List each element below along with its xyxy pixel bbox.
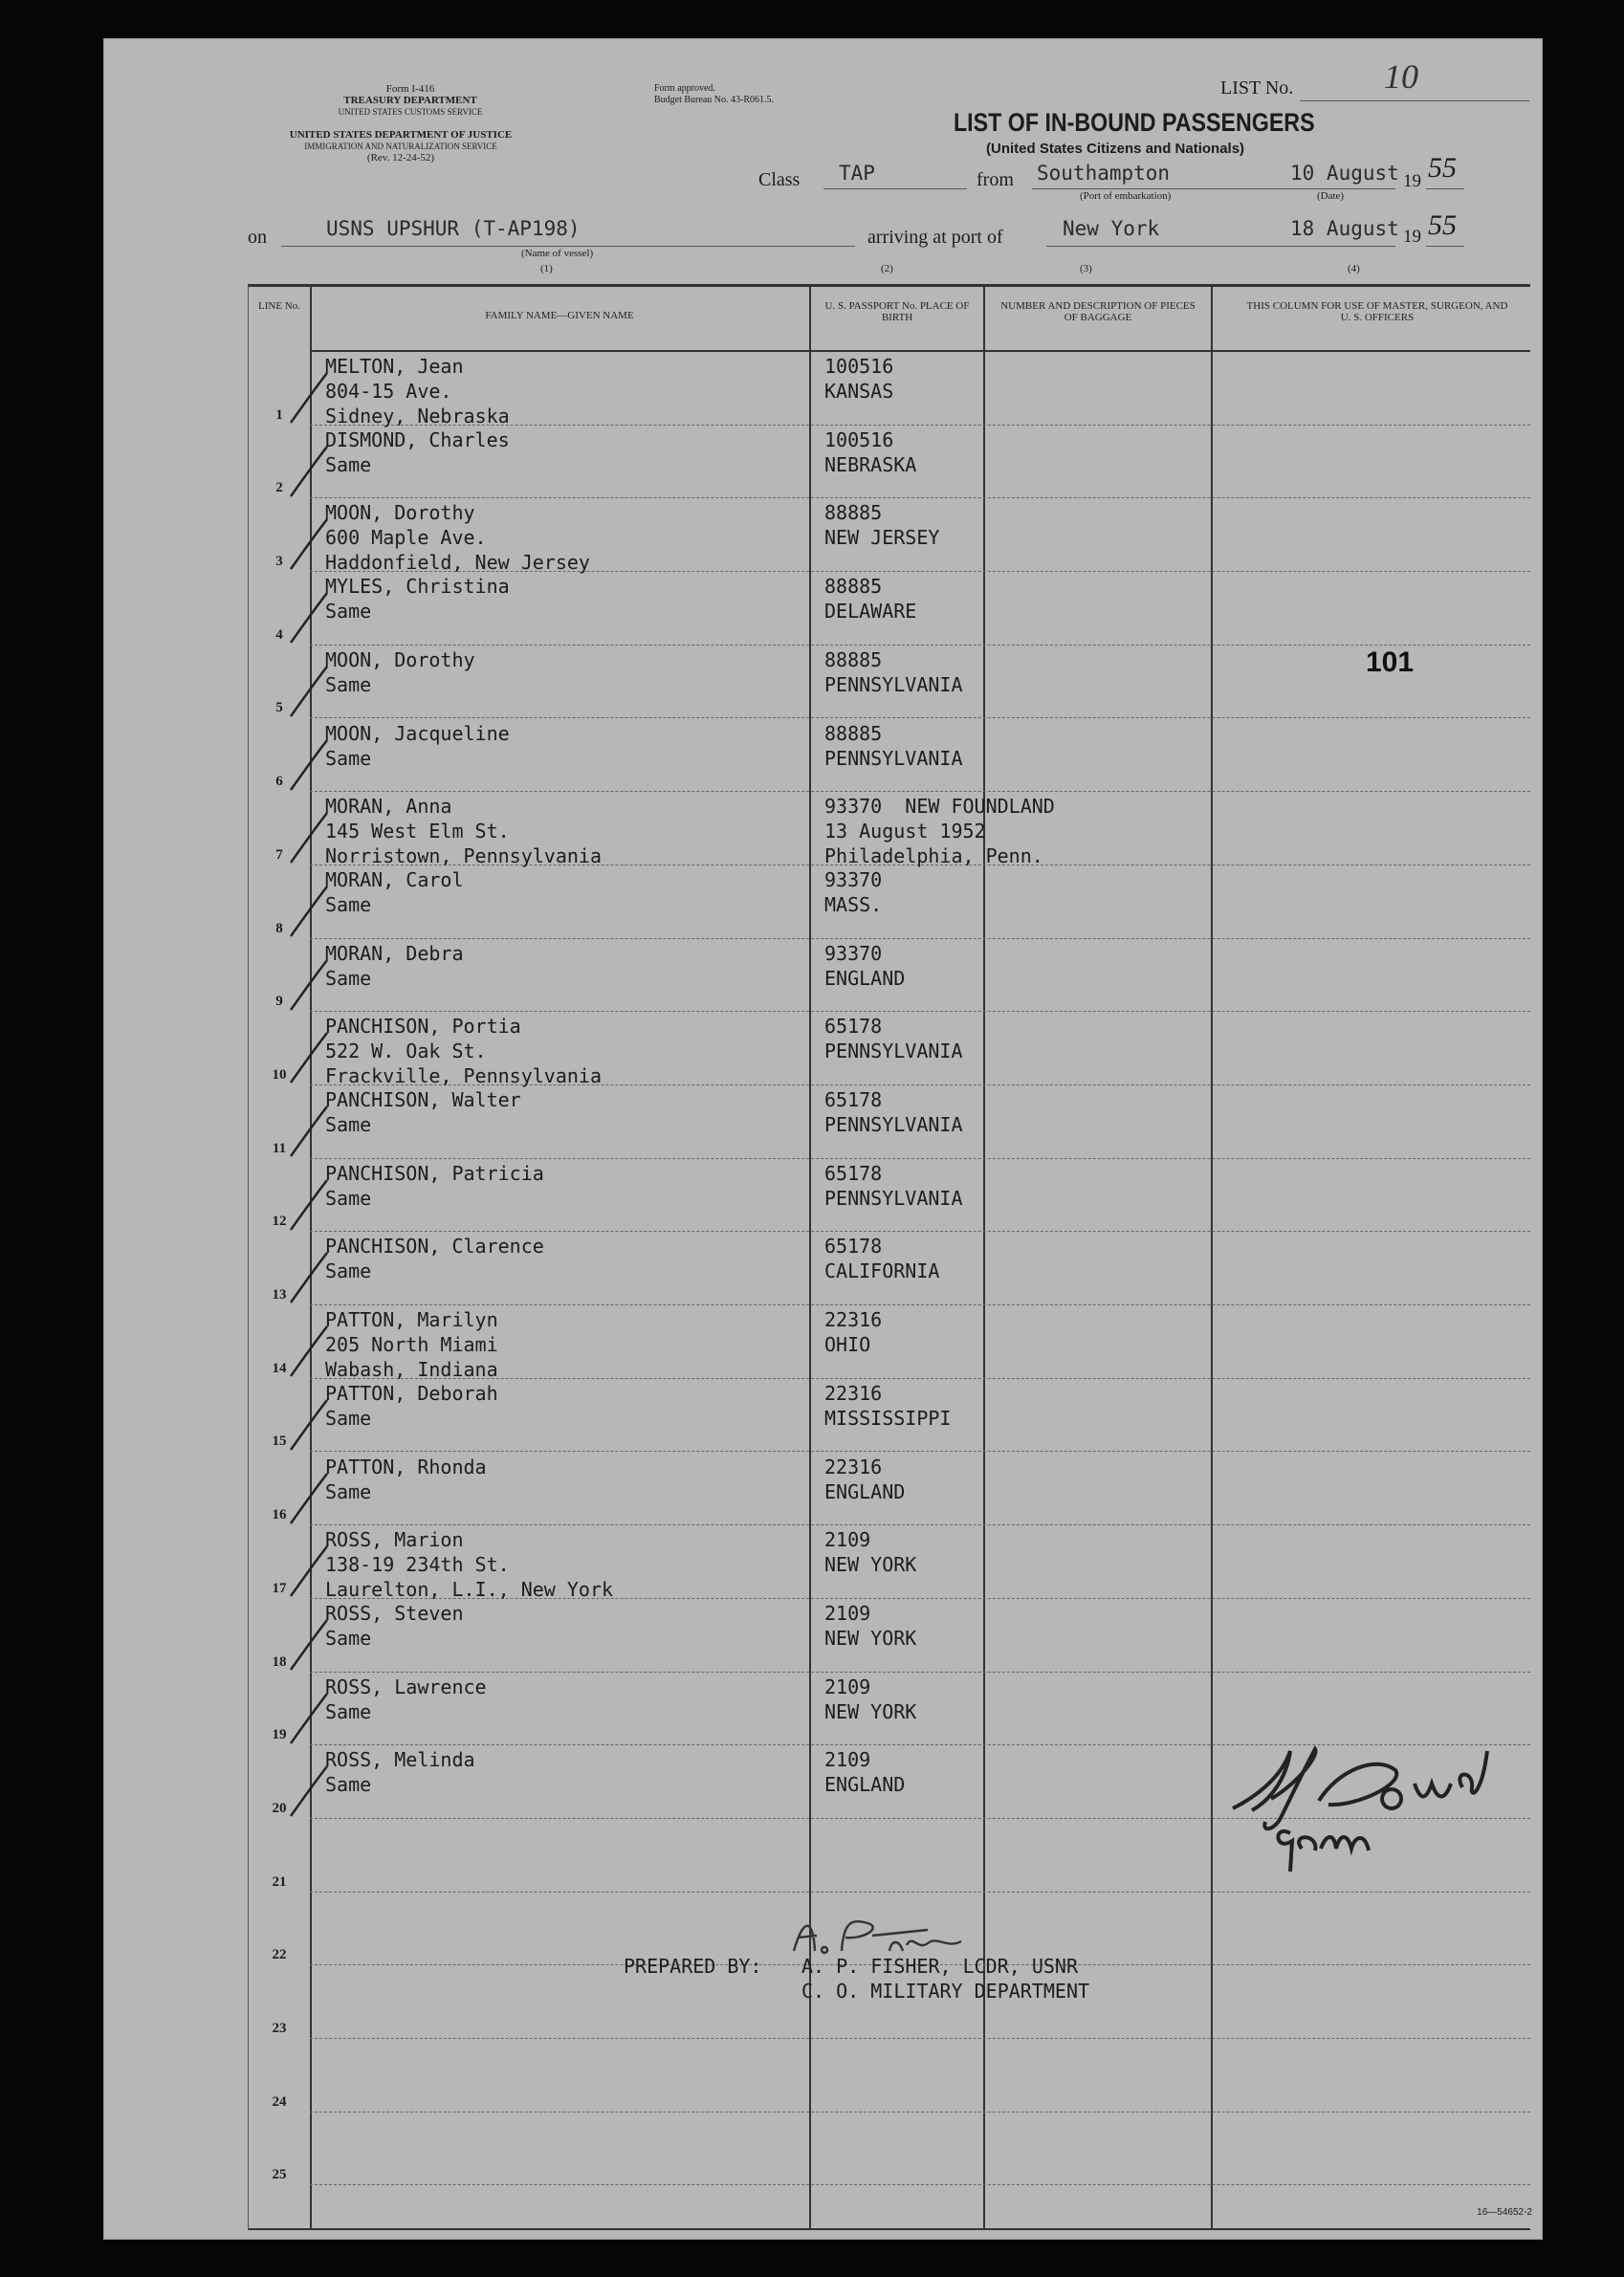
- passenger-name: PANCHISON, Walter Same: [325, 1088, 521, 1136]
- from-label: from: [977, 169, 1014, 190]
- form-approved: Form approved.: [654, 83, 715, 94]
- check-mark-icon: [287, 738, 329, 792]
- table-row: [249, 939, 1530, 1013]
- line-number: 23: [272, 2021, 287, 2037]
- line-number: 9: [275, 994, 283, 1010]
- table-row: [249, 792, 1530, 868]
- embark-date: 10 August: [1290, 162, 1399, 185]
- class-value: TAP: [839, 162, 875, 185]
- passport-birthplace: 100516 KANSAS: [824, 355, 894, 403]
- passport-birthplace: 100516 NEBRASKA: [824, 427, 917, 476]
- year-prefix-2: 19: [1403, 227, 1421, 247]
- prepared-by-name: A. P. FISHER, LCDR, USNR: [801, 1955, 1078, 1978]
- line-number: 20: [272, 1800, 287, 1816]
- passenger-list-document: [103, 38, 1543, 2240]
- check-mark-icon: [287, 371, 329, 425]
- header-officers: THIS COLUMN FOR USE OF MASTER, SURGEON, AND U. S. OFFICERS: [1246, 300, 1508, 323]
- footer-code: 16—54652-2: [1477, 2207, 1532, 2218]
- table-row: [249, 498, 1530, 575]
- passport-birthplace: 88885 PENNSYLVANIA: [824, 721, 963, 770]
- line-number: 21: [272, 1873, 287, 1890]
- col-marker-3: (3): [1080, 263, 1092, 274]
- customs-service: UNITED STATES CUSTOMS SERVICE: [338, 107, 483, 117]
- passport-birthplace: 2109 NEW YORK: [824, 1528, 917, 1577]
- line-number: 13: [272, 1287, 287, 1303]
- year-prefix: 19: [1403, 171, 1421, 191]
- stamp-number: 101: [1366, 646, 1415, 678]
- passenger-name: ROSS, Marion 138-19 234th St. Laurelton, L.I., New York: [325, 1528, 614, 1602]
- budget-bureau: Budget Bureau No. 43-R061.5.: [654, 95, 774, 105]
- arrival-year: 55: [1428, 209, 1457, 241]
- ins-service: IMMIGRATION AND NATURALIZATION SERVICE: [304, 142, 497, 151]
- passenger-name: MOON, Dorothy 600 Maple Ave. Haddonfield, New Jersey: [325, 501, 590, 575]
- check-mark-icon: [287, 1544, 329, 1598]
- passport-birthplace: 2109 NEW YORK: [824, 1675, 917, 1723]
- passenger-name: MOON, Jacqueline Same: [325, 721, 510, 770]
- line-number: 7: [275, 846, 283, 863]
- table-row: [249, 1012, 1530, 1088]
- passenger-name: PANCHISON, Patricia Same: [325, 1161, 544, 1210]
- check-mark-icon: [287, 665, 329, 718]
- table-row: [249, 1232, 1530, 1305]
- justice-dept: UNITED STATES DEPARTMENT OF JUSTICE: [289, 129, 513, 141]
- passport-birthplace: 65178 PENNSYLVANIA: [824, 1015, 963, 1063]
- table-row: [249, 1085, 1530, 1159]
- passenger-name: ROSS, Lawrence Same: [325, 1675, 487, 1723]
- line-number: 11: [272, 1140, 287, 1156]
- vessel-name: USNS UPSHUR (T-AP198): [326, 217, 581, 240]
- passport-birthplace: 65178 PENNSYLVANIA: [824, 1161, 963, 1210]
- line-number: 2: [275, 480, 283, 496]
- line-number: 8: [275, 920, 283, 936]
- check-mark-icon: [287, 811, 329, 865]
- table-row: [249, 426, 1530, 499]
- passport-birthplace: 93370 NEW FOUNDLAND 13 August 1952 Philadelphia, Penn.: [824, 795, 1055, 868]
- passenger-name: MORAN, Carol Same: [325, 867, 464, 916]
- passenger-name: ROSS, Melinda Same: [325, 1748, 475, 1797]
- line-number: 6: [275, 774, 283, 790]
- vessel-caption: (Name of vessel): [521, 248, 594, 259]
- table-row: [249, 1673, 1530, 1746]
- passenger-table: [248, 284, 1530, 2230]
- check-mark-icon: [287, 1764, 329, 1818]
- passport-birthplace: 88885 NEW JERSEY: [824, 501, 940, 550]
- table-row: [249, 1599, 1530, 1673]
- check-mark-icon: [287, 1251, 329, 1304]
- table-row: [249, 2039, 1530, 2113]
- table-row: [249, 719, 1530, 793]
- dowd-initials: [1223, 1741, 1501, 1875]
- passport-birthplace: 22316 ENGLAND: [824, 1455, 906, 1503]
- prepared-by-department: C. O. MILITARY DEPARTMENT: [801, 1980, 1090, 2003]
- check-mark-icon: [287, 517, 329, 571]
- port-embark-caption: (Port of embarkation): [1080, 190, 1172, 202]
- passenger-name: DISMOND, Charles Same: [325, 427, 510, 476]
- arriving-label: arriving at port of: [867, 227, 1003, 248]
- passenger-name: PATTON, Rhonda Same: [325, 1455, 487, 1503]
- passenger-name: MOON, Dorothy Same: [325, 647, 475, 696]
- passport-birthplace: 88885 PENNSYLVANIA: [824, 647, 963, 696]
- passport-birthplace: 88885 DELAWARE: [824, 575, 917, 624]
- table-row: [249, 1525, 1530, 1602]
- passport-birthplace: 65178 CALIFORNIA: [824, 1235, 940, 1283]
- check-mark-icon: [287, 885, 329, 938]
- line-number: 10: [272, 1066, 287, 1083]
- passenger-name: MYLES, Christina Same: [325, 575, 510, 624]
- table-row: [249, 1379, 1530, 1453]
- prepared-by-label: PREPARED BY:: [624, 1955, 762, 1978]
- passenger-name: MORAN, Anna 145 West Elm St. Norristown, Pennsylvania: [325, 795, 602, 868]
- class-label: Class: [758, 169, 801, 190]
- passenger-name: PANCHISON, Portia 522 W. Oak St. Frackville, Pennsylvania: [325, 1015, 602, 1088]
- list-number: 10: [1384, 57, 1418, 96]
- passenger-name: PANCHISON, Clarence Same: [325, 1235, 544, 1283]
- line-number: 16: [272, 1507, 287, 1523]
- check-mark-icon: [287, 1105, 329, 1158]
- table-row: [249, 646, 1530, 719]
- treasury-dept: TREASURY DEPARTMENT: [343, 95, 477, 106]
- passenger-name: ROSS, Steven Same: [325, 1601, 464, 1650]
- table-row: [249, 1453, 1530, 1526]
- passport-birthplace: 93370 MASS.: [824, 867, 883, 916]
- passenger-name: MELTON, Jean 804-15 Ave. Sidney, Nebraska: [325, 355, 510, 427]
- passenger-name: PATTON, Deborah Same: [325, 1381, 498, 1430]
- table-row: [249, 352, 1530, 426]
- table-row: [249, 572, 1530, 646]
- list-no-label: LIST No.: [1220, 77, 1294, 99]
- form-number: Form I-416: [385, 83, 435, 95]
- line-number: 24: [272, 2093, 287, 2110]
- page-title: LIST OF IN-BOUND PASSENGERS: [954, 108, 1315, 137]
- check-mark-icon: [287, 1618, 329, 1672]
- col-marker-4: (4): [1348, 263, 1360, 274]
- line-number: 18: [272, 1653, 287, 1670]
- col-marker-2: (2): [881, 263, 893, 274]
- line-number: 3: [275, 554, 283, 570]
- passport-birthplace: 22316 OHIO: [824, 1308, 883, 1357]
- table-row: [249, 865, 1530, 939]
- on-label: on: [248, 227, 267, 248]
- line-number: 12: [272, 1214, 287, 1230]
- check-mark-icon: [287, 1178, 329, 1232]
- check-mark-icon: [287, 958, 329, 1012]
- line-number: 14: [272, 1360, 287, 1376]
- header-passport: U. S. PASSPORT No. PLACE OF BIRTH: [824, 300, 970, 323]
- line-number: 19: [272, 1727, 287, 1743]
- header-baggage: NUMBER AND DESCRIPTION OF PIECES OF BAGGAGE: [1000, 300, 1196, 323]
- embark-year: 55: [1428, 152, 1457, 184]
- line-number: 1: [275, 406, 283, 423]
- line-number: 25: [272, 2167, 287, 2183]
- check-mark-icon: [287, 445, 329, 498]
- passport-birthplace: 65178 PENNSYLVANIA: [824, 1088, 963, 1136]
- line-number: 15: [272, 1434, 287, 1450]
- check-mark-icon: [287, 1472, 329, 1525]
- table-row: [249, 1159, 1530, 1233]
- check-mark-icon: [287, 591, 329, 645]
- header-name: FAMILY NAME—GIVEN NAME: [485, 310, 634, 321]
- check-mark-icon: [287, 1031, 329, 1084]
- line-number: 17: [272, 1580, 287, 1596]
- line-number: 22: [272, 1947, 287, 1963]
- table-row: [249, 1305, 1530, 1382]
- passport-birthplace: 22316 MISSISSIPPI: [824, 1381, 952, 1430]
- revision-date: (Rev. 12-24-52): [366, 152, 435, 164]
- line-number: 5: [275, 700, 283, 716]
- passport-birthplace: 93370 ENGLAND: [824, 941, 906, 990]
- check-mark-icon: [287, 1692, 329, 1745]
- header-line-no: LINE No.: [258, 300, 300, 312]
- col-marker-1: (1): [540, 263, 553, 274]
- arrival-date: 18 August: [1290, 217, 1399, 240]
- line-number: 4: [275, 626, 283, 643]
- check-mark-icon: [287, 1398, 329, 1452]
- page-subtitle: (United States Citizens and Nationals): [986, 141, 1245, 157]
- date-caption: (Date): [1317, 190, 1345, 202]
- port-of-embarkation: Southampton: [1037, 162, 1171, 185]
- passport-birthplace: 2109 ENGLAND: [824, 1748, 906, 1797]
- fisher-signature: [784, 1913, 966, 1960]
- check-mark-icon: [287, 1325, 329, 1378]
- passport-birthplace: 2109 NEW YORK: [824, 1601, 917, 1650]
- table-row: [249, 2113, 1530, 2186]
- passenger-name: MORAN, Debra Same: [325, 941, 464, 990]
- arrival-port: New York: [1063, 217, 1160, 240]
- passenger-name: PATTON, Marilyn 205 North Miami Wabash, Indiana: [325, 1308, 498, 1382]
